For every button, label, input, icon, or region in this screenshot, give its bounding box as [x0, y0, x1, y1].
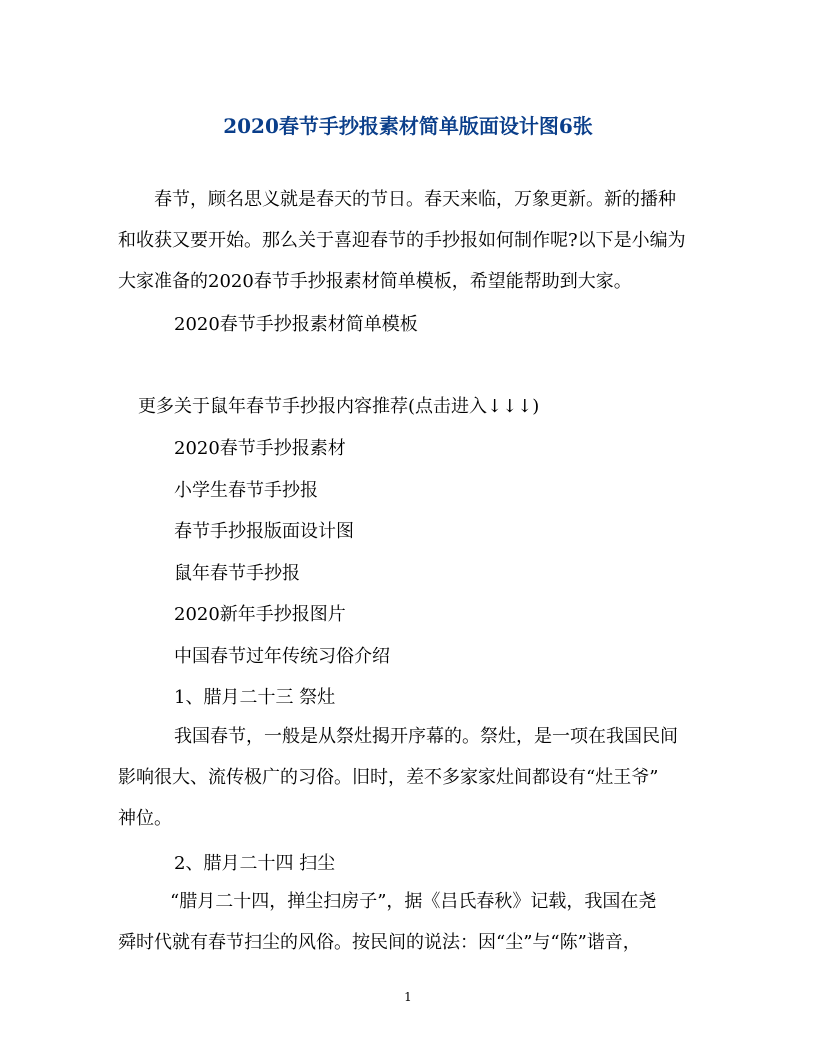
- link-item[interactable]: 小学生春节手抄报: [174, 480, 318, 501]
- section1-line: 我国春节，一般是从祭灶揭开序幕的。祭灶，是一项在我国民间: [174, 726, 678, 747]
- more-heading: 更多关于鼠年春节手抄报内容推荐(点击进入↓↓↓): [138, 396, 540, 417]
- link-item[interactable]: 鼠年春节手抄报: [174, 563, 300, 584]
- section2-heading: 2、腊月二十四 扫尘: [174, 853, 336, 874]
- section2-line: 舜时代就有春节扫尘的风俗。按民间的说法：因“尘”与“陈”谐音，: [118, 932, 641, 953]
- section1-paragraph: [118, 716, 718, 839]
- section1-line: 影响很大、流传极广的习俗。旧时，差不多家家灶间都设有“灶王爷”: [118, 767, 659, 788]
- intro-paragraph: [118, 179, 718, 302]
- page-number: 1: [404, 990, 412, 1004]
- link-item[interactable]: 2020春节手抄报素材: [174, 438, 346, 459]
- intro-line: 大家准备的2020春节手抄报素材简单模板，希望能帮助到大家。: [118, 271, 632, 292]
- link-item[interactable]: 春节手抄报版面设计图: [174, 521, 354, 542]
- link-item[interactable]: 中国春节过年传统习俗介绍: [174, 646, 390, 667]
- intro-line: 春节，顾名思义就是春天的节日。春天来临，万象更新。新的播种: [154, 189, 676, 210]
- section1-heading: 1、腊月二十三 祭灶: [174, 687, 336, 708]
- section2-line: “腊月二十四，掸尘扫房子”，据《吕氏春秋》记载，我国在尧: [170, 891, 657, 912]
- intro-line: 和收获又要开始。那么关于喜迎春节的手抄报如何制作呢?以下是小编为: [118, 230, 686, 251]
- subheading: 2020春节手抄报素材简单模板: [174, 314, 418, 335]
- link-item[interactable]: 2020新年手抄报图片: [174, 604, 346, 625]
- document-title: 2020春节手抄报素材简单版面设计图6张: [223, 114, 593, 138]
- section2-paragraph: [118, 881, 718, 963]
- section1-line: 神位。: [118, 808, 172, 829]
